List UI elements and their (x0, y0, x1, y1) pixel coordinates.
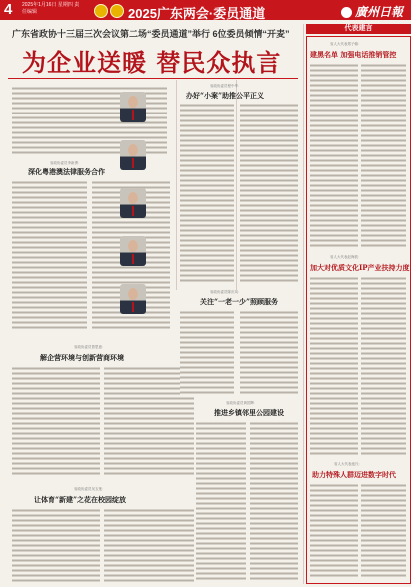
divider (8, 78, 298, 79)
page-number: 4 (4, 1, 13, 18)
story-body (12, 366, 100, 476)
emblem-icon (110, 4, 124, 18)
story-headline: 让体育“新建”之花在校园绽放 (34, 495, 127, 504)
story-tag: 省政协委员吴玉莲： (74, 487, 106, 491)
story-tag: 省政协委员李新勇： (50, 161, 82, 165)
story-headline: 解企营环境与创新营商环境 (40, 353, 124, 362)
story-body (361, 63, 406, 248)
story-body (180, 310, 234, 395)
emblem-icon (94, 4, 108, 18)
story-body (361, 483, 406, 579)
story-body (310, 483, 358, 579)
column-divider (176, 80, 177, 290)
delegate-photo (120, 284, 146, 314)
story-body (180, 103, 234, 283)
story-body (196, 421, 246, 581)
delegate-photo (120, 92, 146, 122)
masthead-bar (0, 0, 411, 20)
story-body (240, 103, 298, 283)
story-tag: 省人大代表池氏： (334, 462, 362, 466)
story-tag: 省政协委员曾思意： (74, 345, 106, 349)
story-body (12, 508, 100, 584)
story-tag: 省政协委员陈庆凤： (210, 290, 242, 294)
band-title: 2025广东两会·委员通道 (128, 6, 266, 21)
story-headline: 深化粤港澳法律服务合作 (28, 167, 105, 176)
story-body (240, 310, 298, 395)
story-headline: 建黑名单 加强电话推销管控 (310, 50, 397, 59)
story-headline: 加大对优质文化IP产业扶持力度 (310, 263, 410, 272)
story-body (310, 63, 358, 248)
logo-mark-icon (341, 7, 352, 18)
story-headline: 助力特殊人群迈进数字时代 (312, 470, 396, 479)
column-divider (303, 24, 304, 584)
story-body (361, 276, 406, 456)
section-label: 代表建言 (306, 24, 411, 34)
lead-kicker: 广东省政协十三届三次会议第二场“委员通道”举行 6位委员倾情“开麦” (12, 29, 290, 39)
story-tag: 省人大代表郑子翰： (330, 42, 362, 46)
story-body (250, 421, 298, 581)
delegate-photo (120, 236, 146, 266)
story-tag: 省人大代表赵海波： (330, 255, 362, 259)
date-line: 2025年1月16日 星期四 责任编辑 (22, 2, 80, 15)
story-body (104, 508, 194, 584)
story-body (310, 276, 358, 456)
story-tag: 省政协委员程中华： (210, 84, 242, 88)
story-tag: 省政协委员黄国辉： (226, 401, 258, 405)
delegate-photo (120, 188, 146, 218)
lead-headline: 为企业送暖 替民众执言 (22, 48, 282, 77)
story-headline: 办好“小案”助推公平正义 (186, 91, 265, 100)
story-headline: 关注“一老一少”照顾服务 (200, 297, 279, 306)
delegate-photo (120, 140, 146, 170)
newspaper-logo: 廣州日報 (341, 3, 403, 20)
story-headline: 推进乡镇邻里公园建设 (214, 408, 284, 417)
story-body (12, 180, 87, 330)
column-divider (236, 80, 237, 290)
